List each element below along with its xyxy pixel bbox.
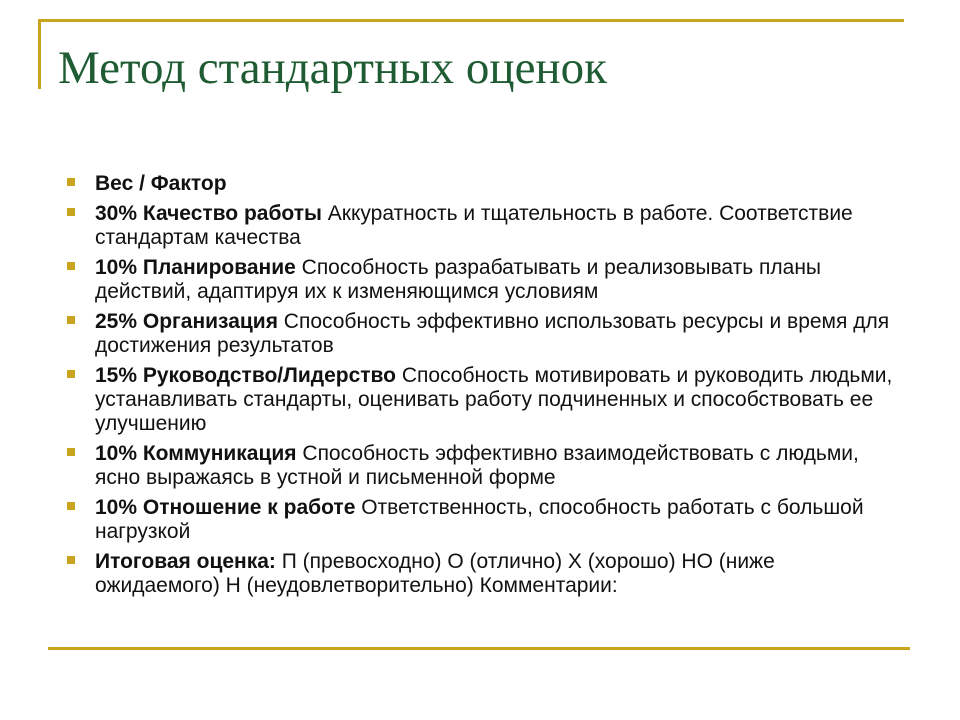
bullet-item-quality	[65, 202, 905, 250]
bullet-description: П (превосходно) О (отлично) Х (хорошо) НО (ниже ожидаемого) Н (неудовлетворительно) Комментарии:	[95, 550, 775, 597]
bullet-heading: 10% Отношение к работе	[95, 496, 356, 519]
bullet-heading: 10% Планирование	[95, 256, 296, 279]
bullet-description: Ответственность, способность работать с большой нагрузкой	[95, 496, 864, 543]
bullet-item-final-score	[65, 550, 905, 598]
bullet-list	[65, 172, 905, 604]
bullet-heading: 30% Качество работы	[95, 202, 322, 225]
bullet-description: Способность эффективно использовать ресурсы и время для достижения результатов	[95, 310, 890, 357]
bullet-heading: Итоговая оценка:	[95, 550, 276, 573]
bullet-item-planning	[65, 256, 905, 304]
slide-title: Метод стандартных оценок	[58, 42, 607, 94]
square-bullet-icon	[67, 262, 75, 270]
bullet-item-leadership	[65, 364, 905, 436]
top-border-line	[38, 19, 904, 22]
bullet-description: Способность мотивировать и руководить людьми, устанавливать стандарты, оценивать работу подчиненных и способствовать ее улучшению	[95, 364, 893, 435]
bottom-border-line	[48, 647, 910, 650]
square-bullet-icon	[67, 370, 75, 378]
bullet-heading: 10% Коммуникация	[95, 442, 297, 465]
square-bullet-icon	[67, 502, 75, 510]
bullet-heading: Вес / Фактор	[95, 172, 227, 195]
bullet-description: Аккуратность и тщательность в работе. Соответствие стандартам качества	[95, 202, 853, 249]
bullet-item-organization	[65, 310, 905, 358]
bullet-heading: 25% Организация	[95, 310, 278, 333]
bullet-heading: 15% Руководство/Лидерство	[95, 364, 397, 387]
bullet-description: Способность эффективно взаимодействовать с людьми, ясно выражаясь в устной и письменной форме	[95, 442, 859, 489]
bullet-description: Способность разрабатывать и реализовывать планы действий, адаптируя их к изменяющимся условиям	[95, 256, 822, 303]
square-bullet-icon	[67, 316, 75, 324]
bullet-item-attitude	[65, 496, 905, 544]
bullet-item-communication	[65, 442, 905, 490]
square-bullet-icon	[67, 178, 75, 186]
bullet-item-weight-factor	[65, 172, 905, 196]
square-bullet-icon	[67, 208, 75, 216]
square-bullet-icon	[67, 448, 75, 456]
left-border-line	[38, 19, 41, 89]
square-bullet-icon	[67, 556, 75, 564]
